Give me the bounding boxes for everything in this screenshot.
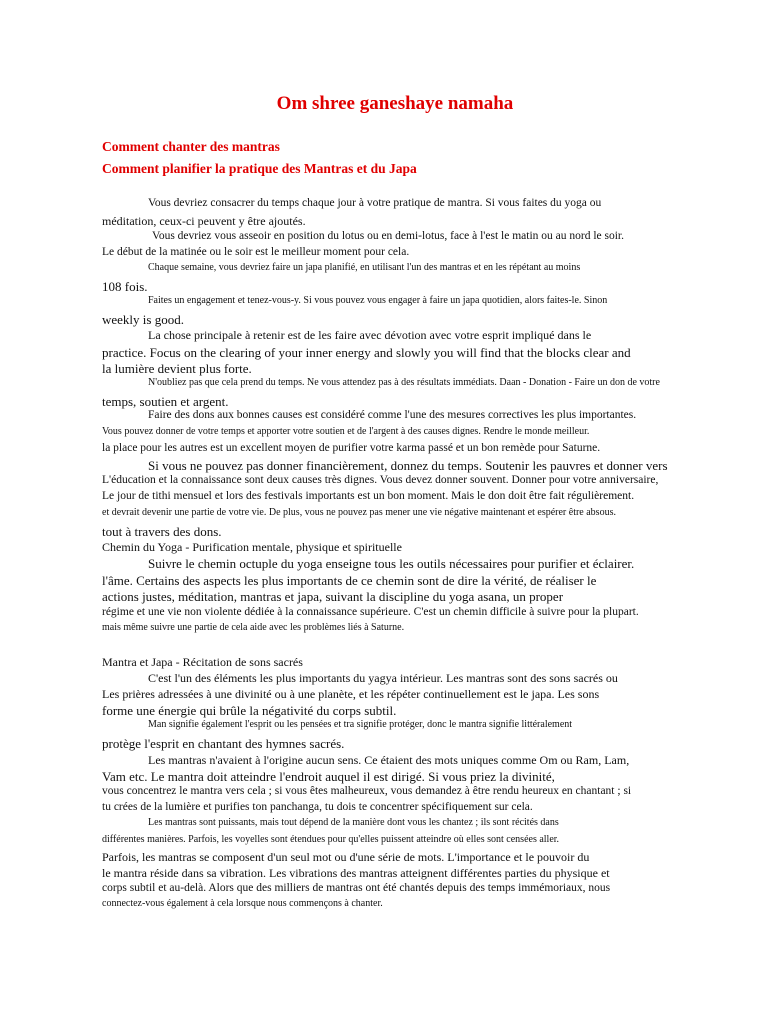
text-line: l'âme. Certains des aspects les plus importants de ce chemin sont de dire la vérité, de réaliser le [102, 573, 597, 588]
text-line: La chose principale à retenir est de les faire avec dévotion avec votre esprit impliqué dans le [148, 328, 592, 342]
text-line: temps, soutien et argent. [102, 394, 229, 409]
text-line: C'est l'un des éléments les plus importants du yagya intérieur. Les mantras sont des sons sacrés ou [148, 671, 618, 685]
text-line: Chaque semaine, vous devriez faire un japa planifié, en utilisant l'un des mantras et en les répétant au moins [148, 262, 581, 273]
text-line: Le début de la matinée ou le soir est le meilleur moment pour cela. [102, 246, 410, 258]
text-line: le mantra réside dans sa vibration. Les vibrations des mantras atteignent différentes parties du physique et [102, 866, 610, 880]
page-title: Om shree ganeshaye namaha [276, 93, 514, 114]
text-line: forme une énergie qui brûle la négativité du corps subtil. [102, 703, 397, 718]
text-line: Vous devriez consacrer du temps chaque jour à votre pratique de mantra. Si vous faites du yoga ou [148, 197, 602, 209]
text-line: Faire des dons aux bonnes causes est considéré comme l'une des mesures correctives les plus importantes. [148, 409, 637, 421]
text-line: mais même suivre une partie de cela aide avec les problèmes liés à Saturne. [102, 622, 405, 633]
text-line: Vam etc. Le mantra doit atteindre l'endroit auquel il est dirigé. Si vous priez la divinité, [102, 769, 555, 784]
text-line: connectez-vous également à cela lorsque nous commençons à chanter. [102, 898, 383, 909]
text-line: practice. Focus on the clearing of your inner energy and slowly you will find that the blocks clear and [102, 345, 631, 360]
text-line: weekly is good. [102, 312, 184, 327]
text-line: actions justes, méditation, mantras et japa, suivant la discipline du yoga asana, un proper [102, 589, 564, 604]
text-line: tout à travers des dons. [102, 524, 222, 539]
text-line: et devrait devenir une partie de votre vie. De plus, vous ne pouvez pas mener une vie négative maintenant et espérer être absous. [102, 507, 616, 518]
text-line: 108 fois. [102, 279, 148, 294]
text-line: Le jour de tithi mensuel et lors des festivals importants est un bon moment. Mais le don doit être fait régulièrement. [102, 490, 635, 502]
text-line: la lumière devient plus forte. [102, 361, 252, 376]
text-line: vous concentrez le mantra vers cela ; si vous êtes malheureux, vous demandez à être rendu heureux en chantant ; si [102, 785, 632, 797]
text-line: Les prières adressées à une divinité ou à une planète, et les répéter continuellement est le japa. Les sons [102, 687, 600, 701]
text-line: Faites un engagement et tenez-vous-y. Si vous pouvez vous engager à faire un japa quotidien, alors faites-le. Sinon [148, 295, 608, 306]
text-line: Vous pouvez donner de votre temps et apporter votre soutien et de l'argent à des causes dignes. Rendre le monde meilleur. [102, 426, 590, 437]
section-heading-mantra-japa: Mantra et Japa - Récitation de sons sacrés [102, 655, 303, 669]
text-line: tu crées de la lumière et purifies ton panchanga, tu dois te concentrer spécifiquement sur cela. [102, 801, 533, 813]
text-line: N'oubliez pas que cela prend du temps. Ne vous attendez pas à des résultats immédiats. Daan - Donation - Faire un don de votre [148, 377, 660, 388]
text-line: Suivre le chemin octuple du yoga enseigne tous les outils nécessaires pour purifier et éclairer. [148, 556, 635, 571]
text-line: Si vous ne pouvez pas donner financièrement, donnez du temps. Soutenir les pauvres et donner vers [148, 458, 668, 473]
text-line: méditation, ceux-ci peuvent y être ajoutés. [102, 214, 306, 228]
text-line: Les mantras n'avaient à l'origine aucun sens. Ce étaient des mots uniques comme Om ou Ram, Lam, [148, 753, 630, 767]
text-line: Les mantras sont puissants, mais tout dépend de la manière dont vous les chantez ; ils sont récités dans [148, 817, 559, 828]
text-line: régime et une vie non violente dédiée à la connaissance supérieure. C'est un chemin difficile à suivre pour la plupart. [102, 606, 639, 618]
text-line: corps subtil et au-delà. Alors que des milliers de mantras ont été chantés depuis des temps immémoriaux, nous [102, 882, 611, 894]
text-line: protège l'esprit en chantant des hymnes sacrés. [102, 736, 345, 751]
section-heading-plan: Comment planifier la pratique des Mantras et du Japa [102, 161, 417, 176]
section-heading-chant: Comment chanter des mantras [102, 139, 280, 154]
text-line: la place pour les autres est un excellent moyen de purifier votre karma passé et un bon remède pour Saturne. [102, 442, 601, 454]
text-line: Parfois, les mantras se composent d'un seul mot ou d'une série de mots. L'importance et le pouvoir du [102, 850, 590, 864]
text-line: Vous devriez vous asseoir en position du lotus ou en demi-lotus, face à l'est le matin ou au nord le soir. [152, 230, 624, 242]
text-line: Man signifie également l'esprit ou les pensées et tra signifie protéger, donc le mantra signifie littéralement [148, 719, 573, 730]
text-line: L'éducation et la connaissance sont deux causes très dignes. Vous devez donner souvent. Donner pour votre anniversaire, [102, 474, 659, 486]
section-heading-yoga-path: Chemin du Yoga - Purification mentale, physique et spirituelle [102, 540, 402, 554]
text-line: différentes manières. Parfois, les voyelles sont étendues pour qu'elles puissent atteindre où elles sont censées aller. [102, 834, 560, 845]
